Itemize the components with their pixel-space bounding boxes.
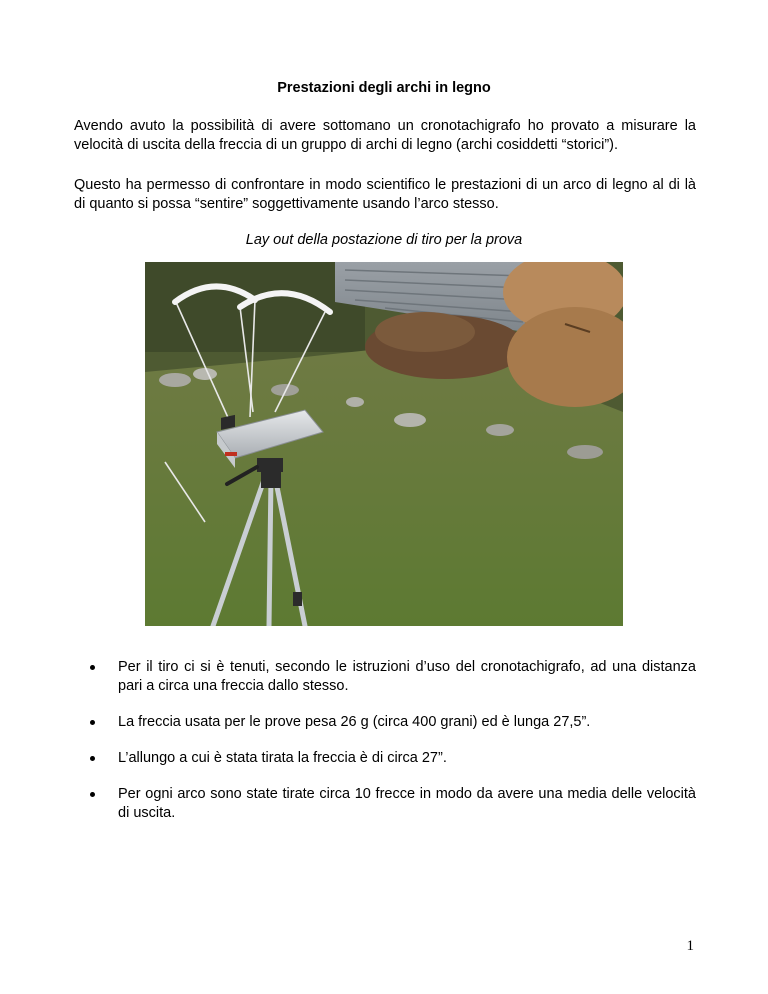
bullet-icon — [90, 756, 95, 761]
page-number: 1 — [686, 938, 694, 954]
list-item-text: L’allungo a cui è stata tirata la freccia è di circa 27”. — [118, 750, 447, 766]
test-conditions-list — [90, 658, 696, 823]
list-item-text: Per il tiro ci si è tenuti, secondo le istruzioni d’uso del cronotachigrafo, ad una distanza pari a circa una freccia dallo stesso. — [118, 659, 696, 694]
bullet-icon — [90, 792, 95, 797]
page-title: Prestazioni degli archi in legno — [277, 80, 491, 96]
list-item-text: La freccia usata per le prove pesa 26 g (circa 400 grani) ed è lunga 27,5”. — [118, 714, 591, 730]
list-item-text: Per ogni arco sono state tirate circa 10 frecce in modo da avere una media delle velocità di uscita. — [118, 786, 696, 821]
list-item — [90, 713, 696, 732]
bullet-icon — [90, 665, 95, 670]
chronograph-photo — [145, 262, 623, 626]
list-item — [90, 658, 696, 696]
list-item — [90, 785, 696, 823]
list-item — [90, 749, 696, 768]
figure-caption: Lay out della postazione di tiro per la prova — [245, 232, 523, 248]
purpose-paragraph: Questo ha permesso di confrontare in modo scientifico le prestazioni di un arco di legno al di là di quanto si possa “sentire” soggettivamente usando l’arco stesso. — [74, 177, 696, 212]
bullet-icon — [90, 720, 95, 725]
intro-paragraph: Avendo avuto la possibilità di avere sottomano un cronotachigrafo ho provato a misurare la velocità di uscita della freccia di un gruppo di archi di legno (archi cosiddetti “storici”). — [74, 118, 696, 153]
